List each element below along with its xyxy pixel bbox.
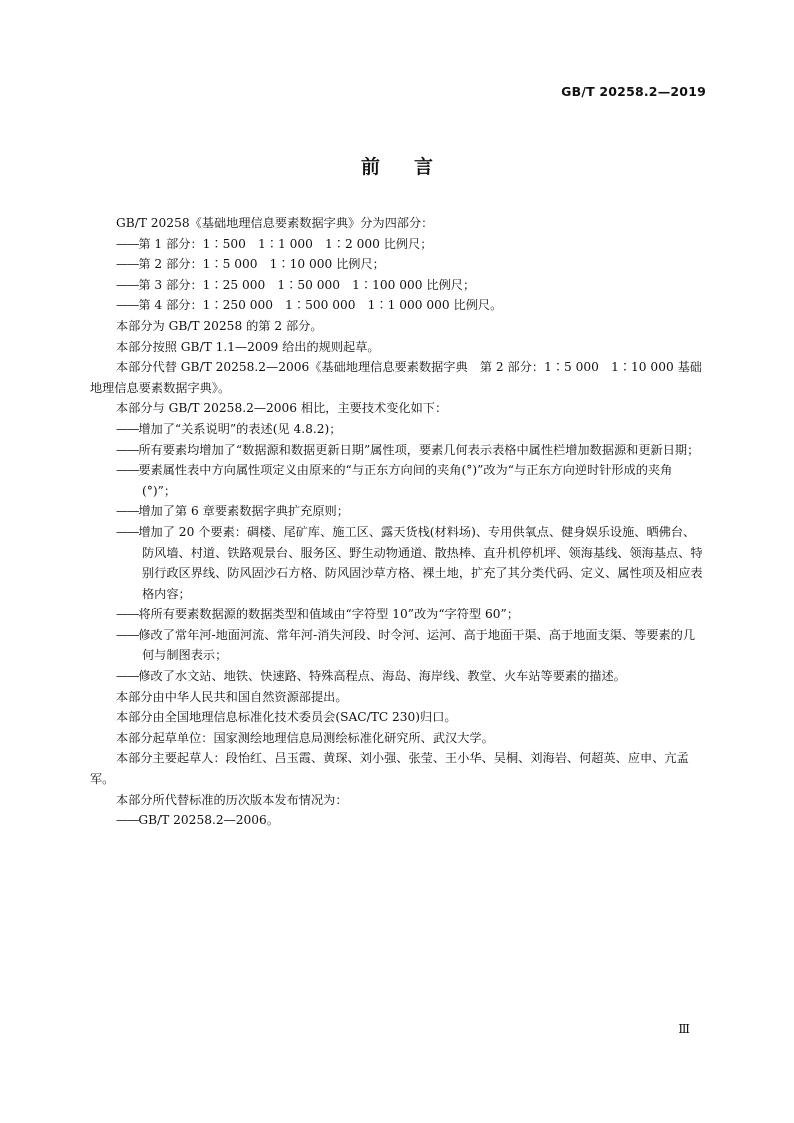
standard-number: GB/T 20258.2—2019 bbox=[561, 84, 706, 99]
history-list-item: —— GB/T 20258.2—2006。 bbox=[90, 810, 706, 831]
part-list-item: —— 第 3 部分：1∶25 000 1∶50 000 1∶100 000 比例尺； bbox=[90, 275, 706, 296]
paragraph: 本部分起草单位：国家测绘地理信息局测绘标准化研究所、武汉大学。 bbox=[116, 730, 494, 745]
page-number: Ⅲ bbox=[678, 1022, 690, 1036]
change-list-item: —— 要素属性表中方向属性项定义由原来的“与正东方向间的夹角(°)”改为“与正东方向逆时针形成的夹角(°)”； bbox=[90, 460, 706, 501]
intro-paragraph: GB/T 20258《基础地理信息要素数据字典》分为四部分： bbox=[116, 216, 434, 230]
change-list-item: —— 增加了“关系说明”的表述(见 4.8.2)； bbox=[90, 419, 706, 440]
paragraph: 本部分所代替标准的历次版本发布情况为： bbox=[116, 792, 348, 807]
change-list-item: —— 将所有要素数据源的数据类型和值域由“字符型 10”改为“字符型 60”； bbox=[90, 604, 706, 625]
paragraph: 本部分代替 GB/T 20258.2—2006《基础地理信息要素数据字典 第 2 部分：1∶5 000 1∶10 000 基础地理信息要素数据字典》。 bbox=[90, 360, 702, 395]
change-list-item: —— 修改了水文站、地铁、快速路、特殊高程点、海岛、海岸线、教堂、火车站等要素的描述。 bbox=[90, 666, 706, 687]
part-list-item: —— 第 2 部分：1∶5 000 1∶10 000 比例尺； bbox=[90, 254, 706, 275]
part-list-item: —— 第 4 部分：1∶250 000 1∶500 000 1∶1 000 000 比例尺。 bbox=[90, 295, 706, 316]
change-list-item: —— 增加了第 6 章要素数据字典扩充原则； bbox=[90, 501, 706, 522]
page-title: 前言 bbox=[360, 156, 467, 178]
change-list-item: —— 所有要素均增加了“数据源和数据更新日期”属性项，要素几何表示表格中属性栏增加数据源和更新日期； bbox=[90, 440, 706, 461]
paragraph: 本部分与 GB/T 20258.2—2006 相比，主要技术变化如下： bbox=[116, 401, 448, 416]
paragraph: 本部分主要起草人：段怡红、吕玉霞、黄琛、刘小强、张莹、王小华、吴桐、刘海岩、何超英、应申、亢孟军。 bbox=[90, 751, 689, 787]
document-body bbox=[90, 213, 706, 831]
paragraph: 本部分由全国地理信息标准化技术委员会(SAC/TC 230)归口。 bbox=[116, 710, 457, 725]
change-list-item: —— 修改了常年河-地面河流、常年河-消失河段、时令河、运河、高于地面干渠、高于地面支渠、等要素的几何与制图表示； bbox=[90, 625, 706, 666]
paragraph: 本部分由中华人民共和国自然资源部提出。 bbox=[116, 689, 348, 704]
part-list-item: —— 第 1 部分：1∶500 1∶1 000 1∶2 000 比例尺； bbox=[90, 234, 706, 255]
change-list-item: —— 增加了 20 个要素：碉楼、尾矿库、施工区、露天货栈(材料场)、专用供氧点、健身娱乐设施、晒佛台、防风墙、村道、铁路观景台、服务区、野生动物通道、散热棒、直升机停机坪、领海基线、领海基点、特别行政区界线、防风固沙石方格、防风固沙草方格、裸土地，扩充了其分类代码、定义、属性项及相应表格内容； bbox=[90, 522, 706, 604]
paragraph: 本部分为 GB/T 20258 的第 2 部分。 bbox=[116, 318, 323, 333]
paragraph: 本部分按照 GB/T 1.1—2009 给出的规则起草。 bbox=[116, 339, 380, 354]
